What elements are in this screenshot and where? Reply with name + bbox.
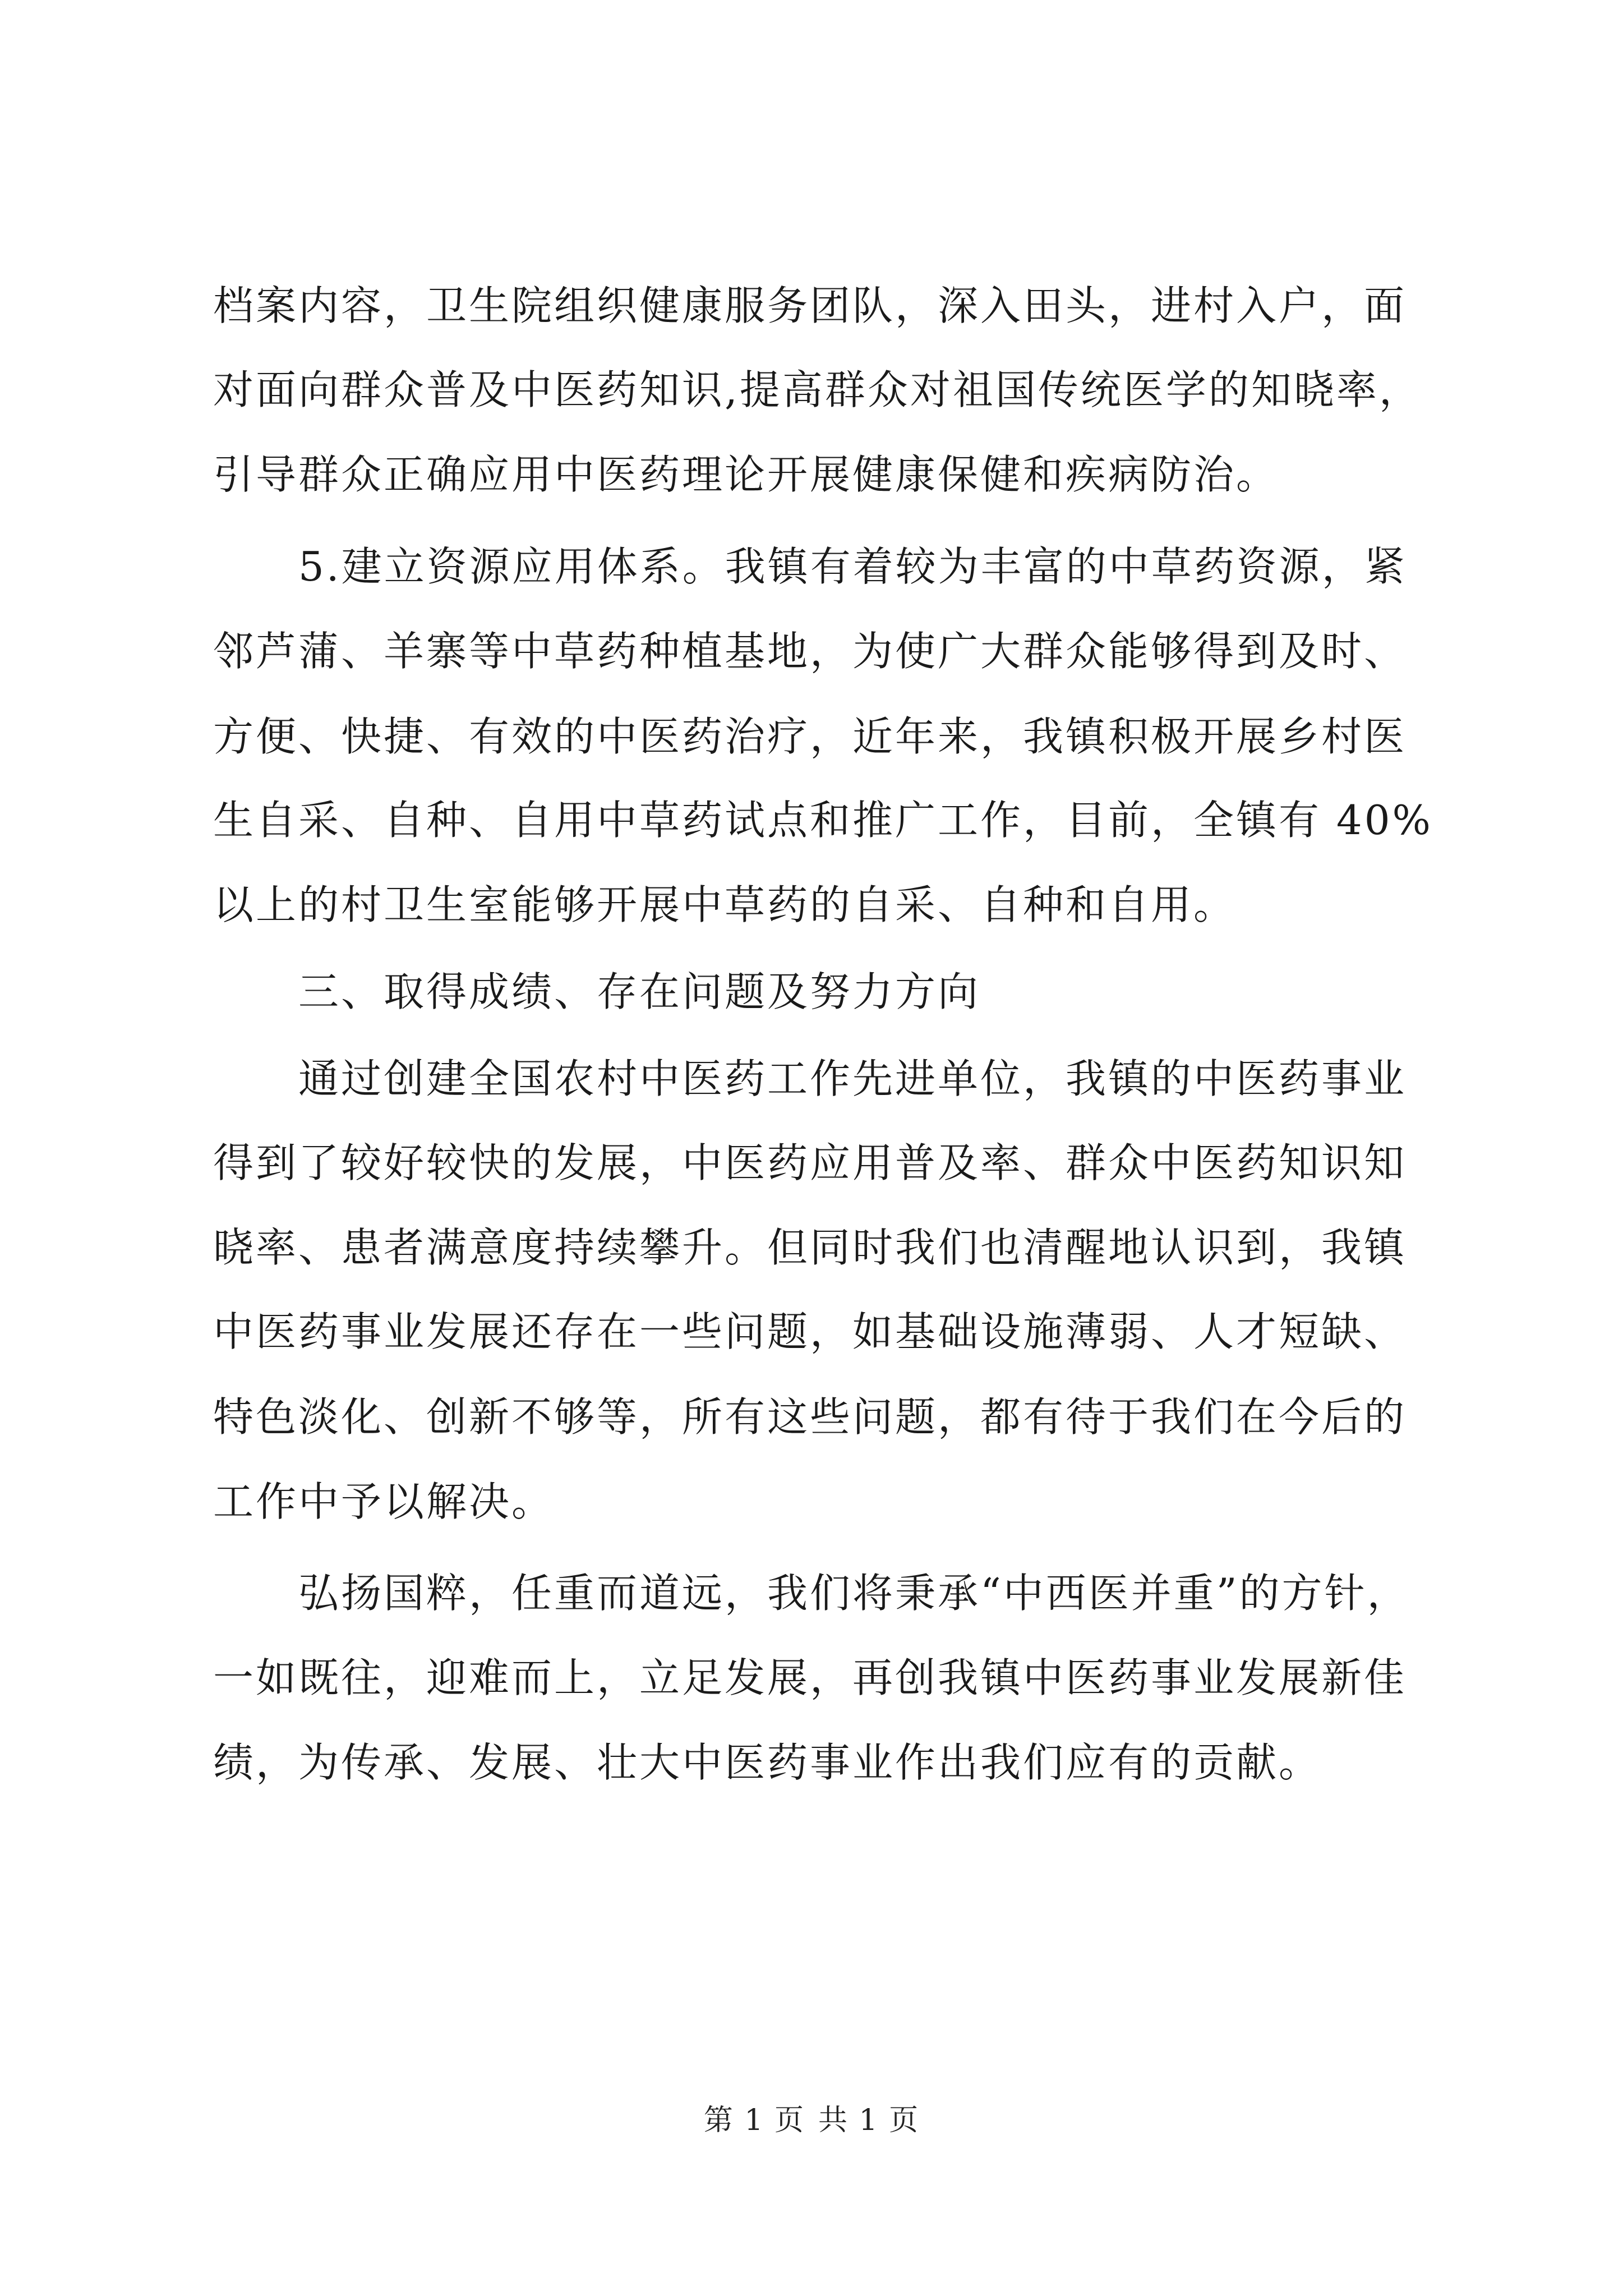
text-line: 以上的村卫生室能够开展中草药的自采、自种和自用。 (213, 881, 1237, 928)
text-line: 5.建立资源应用体系。我镇有着较为丰富的中草药资源，紧 (298, 543, 1407, 590)
section-heading: 三、取得成绩、存在问题及努力方向 (298, 968, 981, 1015)
page-footer (0, 2101, 1623, 2140)
text-line: 生自采、自种、自用中草药试点和推广工作，目前，全镇有 40% (213, 797, 1433, 844)
text-line: 中医药事业发展还存在一些问题，如基础设施薄弱、人才短缺、 (213, 1308, 1407, 1355)
text-line: 引导群众正确应用中医药理论开展健康保健和疾病防治。 (213, 451, 1279, 498)
text-line: 工作中予以解决。 (213, 1478, 555, 1525)
text-line: 得到了较好较快的发展，中医药应用普及率、群众中医药知识知 (213, 1139, 1407, 1186)
text-line: 特色淡化、创新不够等，所有这些问题，都有待于我们在今后的 (213, 1393, 1407, 1441)
page-number-total: 共 1 页 (818, 2104, 920, 2137)
text-line: 一如既往，迎难而上，立足发展，再创我镇中医药事业发展新佳 (213, 1654, 1407, 1701)
text-line: 弘扬国粹，任重而道远，我们将秉承“中西医并重”的方针， (298, 1570, 1410, 1617)
text-line: 晓率、患者满意度持续攀升。但同时我们也清醒地认识到，我镇 (213, 1224, 1407, 1271)
text-line: 通过创建全国农村中医药工作先进单位，我镇的中医药事业 (298, 1055, 1407, 1102)
page-number-current: 第 1 页 (703, 2104, 805, 2137)
text-line: 对面向群众普及中医药知识,提高群众对祖国传统医学的知晓率， (213, 366, 1422, 413)
text-line: 方便、快捷、有效的中医药治疗，近年来，我镇积极开展乡村医 (213, 713, 1407, 760)
text-line: 绩，为传承、发展、壮大中医药事业作出我们应有的贡献。 (213, 1739, 1322, 1786)
text-line: 邻芦蒲、羊寨等中草药种植基地，为使广大群众能够得到及时、 (213, 628, 1407, 675)
text-line: 档案内容，卫生院组织健康服务团队，深入田头，进村入户，面 (213, 282, 1407, 329)
